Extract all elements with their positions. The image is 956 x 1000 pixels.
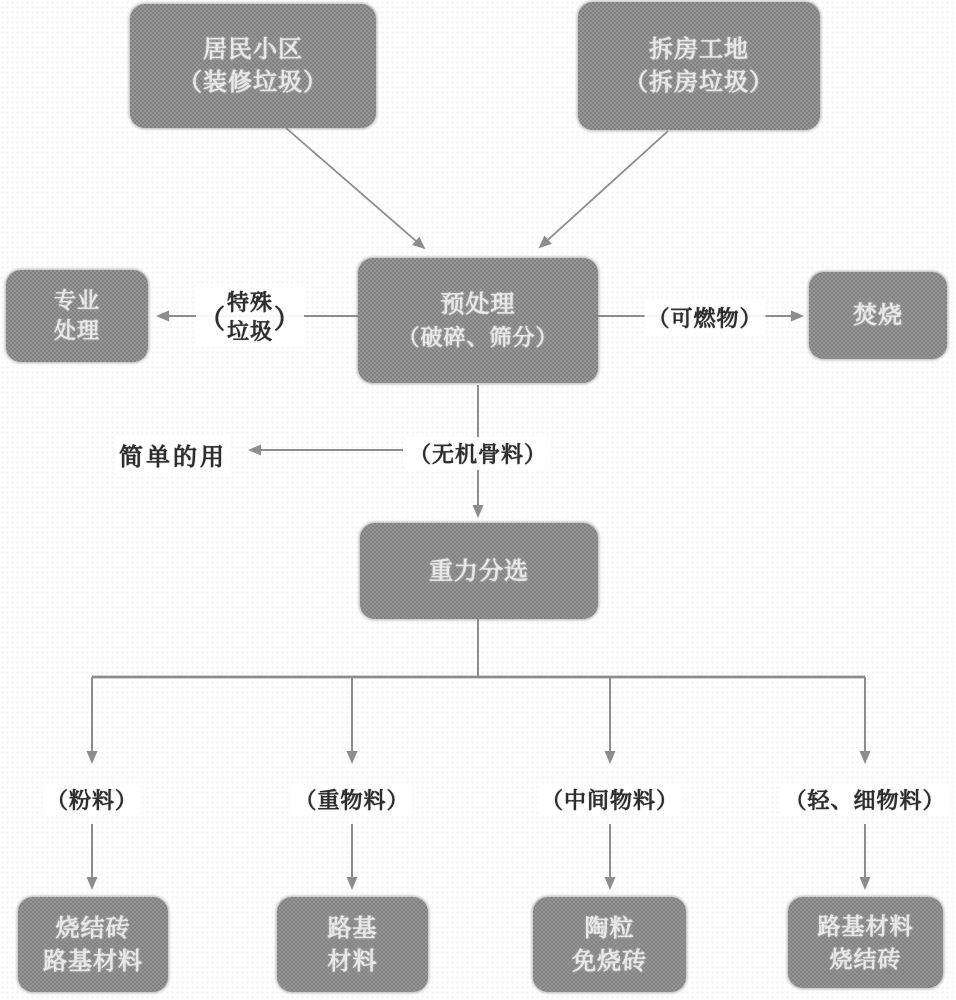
label-special-waste-line1: 特殊 bbox=[226, 290, 274, 315]
node-professional-line2: 处理 bbox=[53, 318, 100, 343]
node-roadbed-material-line2: 材料 bbox=[327, 947, 378, 975]
label-special-waste-line2: 垃圾 bbox=[226, 319, 274, 344]
label-special-waste-close-paren: ） bbox=[274, 303, 302, 334]
node-pretreatment bbox=[358, 258, 598, 383]
node-ceramsite-brick bbox=[533, 897, 686, 992]
node-demolition-line2: （拆房垃圾） bbox=[624, 69, 774, 96]
node-sintered-brick-roadbed-line2: 路基材料 bbox=[43, 947, 143, 975]
node-roadbed-material-line1: 路基 bbox=[327, 914, 378, 942]
node-gravity-line1: 重力分选 bbox=[429, 557, 529, 585]
arrow-residential-to-pretreatment bbox=[286, 128, 424, 248]
label-special-waste bbox=[196, 287, 304, 347]
node-pretreatment-line2: （破碎、筛分） bbox=[397, 324, 559, 350]
label-special-waste-open-paren: （ bbox=[198, 303, 226, 334]
node-sintered-brick-roadbed bbox=[18, 897, 168, 992]
node-professional-line1: 专业 bbox=[53, 288, 100, 313]
label-middle: （中间物料） bbox=[538, 783, 682, 816]
node-residential bbox=[130, 4, 376, 128]
node-incineration bbox=[809, 272, 947, 359]
node-residential-line1: 居民小区 bbox=[203, 36, 303, 63]
node-pretreatment-line1: 预处理 bbox=[440, 290, 516, 318]
node-roadbed-material bbox=[277, 897, 428, 992]
node-residential-line2: （装修垃圾） bbox=[178, 69, 328, 96]
node-sintered-brick-roadbed-line1: 烧结砖 bbox=[55, 914, 131, 942]
label-light-fine: （轻、细物料） bbox=[781, 783, 948, 816]
node-ceramsite-brick-line2: 免烧砖 bbox=[572, 947, 647, 975]
node-demolition-line1: 拆房工地 bbox=[649, 36, 749, 63]
node-roadbed-sintered-line1: 路基材料 bbox=[817, 912, 914, 939]
node-professional bbox=[6, 270, 148, 362]
label-heavy: （重物料） bbox=[291, 783, 412, 816]
label-combustible: （可燃物） bbox=[644, 301, 765, 334]
node-incineration-line1: 焚烧 bbox=[853, 302, 903, 329]
node-ceramsite-brick-line1: 陶粒 bbox=[584, 914, 635, 942]
node-roadbed-sintered-line2: 烧结砖 bbox=[829, 945, 902, 972]
label-powder: （粉料） bbox=[43, 783, 141, 816]
label-simple-use: 简单的用 bbox=[116, 436, 230, 473]
node-demolition bbox=[578, 2, 820, 130]
label-inorganic-aggregate: （无机骨料） bbox=[406, 437, 550, 470]
node-roadbed-sintered bbox=[788, 897, 943, 988]
node-gravity bbox=[360, 523, 598, 619]
arrow-demolition-to-pretreatment bbox=[540, 131, 668, 247]
